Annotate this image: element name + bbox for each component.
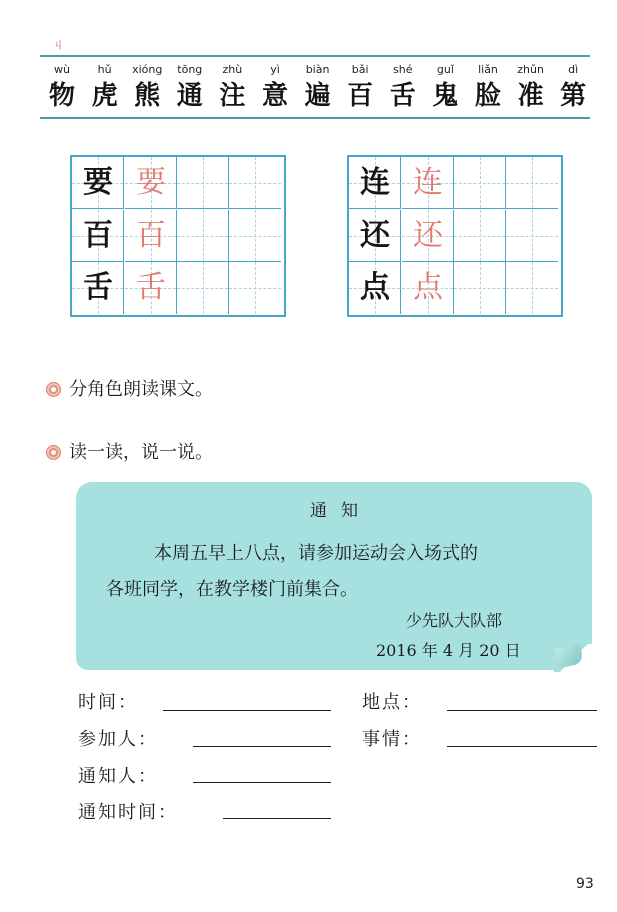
model-character: 还 <box>360 218 390 253</box>
vocab-item <box>338 60 382 112</box>
grid-cell <box>72 157 124 209</box>
vocab-item <box>381 60 425 112</box>
notice-body-line-2: 各班同学，在教学楼门前集合。 <box>106 579 358 600</box>
model-character: 点 <box>360 270 390 305</box>
notice-signature: 少先队大队部 <box>406 611 503 630</box>
trace-character: 舌 <box>136 270 166 305</box>
field-label-matter: 事情： <box>362 729 422 750</box>
vocab-item <box>125 60 169 112</box>
vocab-character: 百 <box>347 81 374 111</box>
grid-cell[interactable] <box>229 210 281 262</box>
field-blank-place[interactable] <box>447 710 597 711</box>
vocab-item <box>423 60 467 112</box>
grid-cell[interactable] <box>177 262 229 314</box>
grid-cell <box>349 157 401 209</box>
vocab-pinyin: guǐ <box>436 63 454 76</box>
notice-body <box>106 536 572 608</box>
vocab-character: 舌 <box>389 81 416 111</box>
grid-cell <box>72 210 124 262</box>
vocab-pinyin: zhǔn <box>517 63 544 76</box>
vocab-character: 意 <box>261 81 288 111</box>
vocab-item <box>83 60 127 112</box>
grid-cell <box>402 157 454 209</box>
vocab-character: 通 <box>176 81 203 111</box>
grid-cell <box>402 210 454 262</box>
task-read-and-say <box>46 438 213 464</box>
model-character: 要 <box>83 165 113 200</box>
vocab-item <box>40 60 84 112</box>
notice-date: 2016 年 4 月 20 日 <box>376 641 521 660</box>
vocab-character: 虎 <box>91 81 118 111</box>
writing-grid-right <box>347 155 563 317</box>
vocab-character: 鬼 <box>432 81 459 111</box>
grid-cell[interactable] <box>506 210 558 262</box>
task-text: 读一读，说一说。 <box>69 442 213 463</box>
model-character: 百 <box>83 218 113 253</box>
grid-cell[interactable] <box>506 262 558 314</box>
vocab-character: 物 <box>48 81 75 111</box>
field-label-notifier: 通知人： <box>78 766 158 787</box>
field-blank-time[interactable] <box>163 710 331 711</box>
notice-body-line-1: 本周五早上八点，请参加运动会入场式的 <box>154 543 478 564</box>
field-blank-participants[interactable] <box>193 746 331 747</box>
vocab-item <box>168 60 212 112</box>
grid-cell[interactable] <box>177 210 229 262</box>
notice-card <box>76 482 592 670</box>
vocab-item <box>296 60 340 112</box>
trace-character: 连 <box>413 165 443 200</box>
vocab-item <box>210 60 254 112</box>
grid-cell <box>349 262 401 314</box>
vocab-pinyin: wù <box>54 63 70 76</box>
vocab-item <box>253 60 297 112</box>
vocab-character: 注 <box>219 81 246 111</box>
grid-cell[interactable] <box>506 157 558 209</box>
vocab-pinyin: xióng <box>132 63 163 76</box>
vocab-rule-bottom <box>40 117 590 119</box>
vocab-item <box>551 60 595 112</box>
task-text: 分角色朗读课文。 <box>69 379 213 400</box>
grid-cell[interactable] <box>229 262 281 314</box>
grid-cell <box>402 262 454 314</box>
trace-character: 百 <box>136 218 166 253</box>
grid-cell <box>125 157 177 209</box>
field-label-time: 时间： <box>78 692 138 713</box>
task-role-reading <box>46 375 213 401</box>
field-label-participants: 参加人： <box>78 729 158 750</box>
page-number: 93 <box>576 876 594 892</box>
field-blank-notice-time[interactable] <box>223 818 331 819</box>
vocab-pinyin: bǎi <box>351 63 369 76</box>
field-blank-matter[interactable] <box>447 746 597 747</box>
grid-cell <box>125 262 177 314</box>
trace-character: 要 <box>136 165 166 200</box>
grid-cell[interactable] <box>229 157 281 209</box>
vocab-item <box>509 60 553 112</box>
vocab-pinyin: tōng <box>177 63 203 76</box>
trace-character: 点 <box>413 270 443 305</box>
corner-mark: ㄐ <box>52 38 66 53</box>
task-bullet-icon <box>46 382 61 397</box>
vocab-pinyin: zhù <box>222 63 243 76</box>
writing-grid-left <box>70 155 286 317</box>
vocab-character: 熊 <box>134 81 161 111</box>
field-label-notice-time: 通知时间： <box>78 802 178 823</box>
grid-cell[interactable] <box>454 210 506 262</box>
model-character: 舌 <box>83 270 113 305</box>
vocab-pinyin: biàn <box>305 63 330 76</box>
grid-cell[interactable] <box>454 157 506 209</box>
grid-cell <box>125 210 177 262</box>
vocab-pinyin: liǎn <box>478 63 498 76</box>
model-character: 连 <box>360 165 390 200</box>
grid-cell[interactable] <box>454 262 506 314</box>
notice-title: 通知 <box>310 501 372 521</box>
vocab-rule-top <box>40 55 590 57</box>
vocab-item <box>466 60 510 112</box>
task-bullet-icon <box>46 445 61 460</box>
grid-cell <box>349 210 401 262</box>
grid-cell <box>72 262 124 314</box>
vocab-character: 脸 <box>474 81 501 111</box>
vocab-row <box>40 60 596 116</box>
field-blank-notifier[interactable] <box>193 782 331 783</box>
vocab-pinyin: yì <box>270 63 280 76</box>
trace-character: 还 <box>413 218 443 253</box>
vocab-pinyin: hǔ <box>97 63 112 76</box>
vocab-character: 第 <box>560 81 587 111</box>
grid-cell[interactable] <box>177 157 229 209</box>
vocab-pinyin: shé <box>393 63 413 76</box>
vocab-character: 准 <box>517 81 544 111</box>
field-label-place: 地点： <box>362 692 422 713</box>
vocab-character: 遍 <box>304 81 331 111</box>
vocab-pinyin: dì <box>568 63 579 76</box>
